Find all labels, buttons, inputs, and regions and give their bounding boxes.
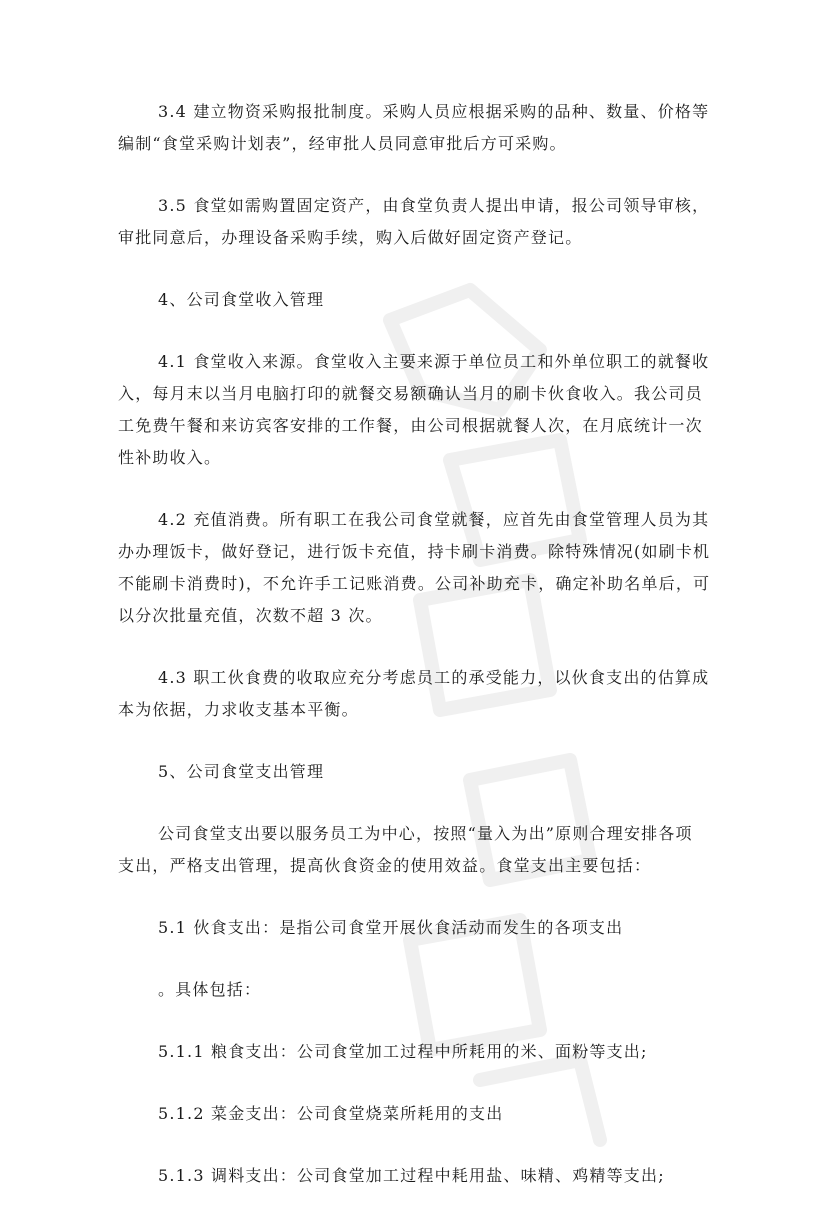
paragraph-line: 性补助收入。 <box>118 448 222 467</box>
paragraph-line: 。具体包括： <box>158 980 262 999</box>
paragraph-line: 3.4 建立物资采购报批制度。采购人员应根据采购的品种、数量、价格等 <box>158 102 710 121</box>
paragraph-line: 办办理饭卡，做好登记，进行饭卡充值，持卡刷卡消费。除特殊情况(如刷卡机 <box>118 542 711 561</box>
paragraph-line: 以分次批量充值，次数不超 3 次。 <box>118 606 383 625</box>
paragraph-p-4-2 <box>118 504 718 632</box>
paragraph-line: 4、公司食堂收入管理 <box>158 290 325 309</box>
paragraph-p-5-1-2 <box>118 1098 718 1130</box>
paragraph-p-4-1 <box>118 346 718 474</box>
paragraph-line: 公司食堂支出要以服务员工为中心，按照“量入为出”原则合理安排各项 <box>158 824 693 843</box>
paragraph-p-4-3 <box>118 662 718 726</box>
paragraph-line: 入，每月末以当月电脑打印的就餐交易额确认当月的刷卡伙食收入。我公司员 <box>118 384 703 403</box>
paragraph-line: 4.2 充值消费。所有职工在我公司食堂就餐，应首先由食堂管理人员为其 <box>158 510 710 529</box>
paragraph-p-5-1-1 <box>118 1036 718 1068</box>
paragraph-p-5-1-cont <box>118 974 718 1006</box>
paragraph-line: 5、公司食堂支出管理 <box>158 762 325 781</box>
paragraph-line: 5.1.3 调料支出：公司食堂加工过程中耗用盐、味精、鸡精等支出; <box>158 1166 665 1185</box>
paragraph-line: 支出，严格支出管理，提高伙食资金的使用效益。食堂支出主要包括： <box>118 856 652 875</box>
paragraph-p-3-4 <box>118 96 718 160</box>
paragraph-line: 审批同意后，办理设备采购手续，购入后做好固定资产登记。 <box>118 228 583 247</box>
paragraph-line: 编制“食堂采购计划表”，经审批人员同意审批后方可采购。 <box>118 134 567 153</box>
paragraph-line: 3.5 食堂如需购置固定资产，由食堂负责人提出申请，报公司领导审核， <box>158 196 710 215</box>
paragraph-h-5 <box>118 756 718 788</box>
paragraph-p-5-1 <box>118 912 718 944</box>
paragraph-p-5-1-3 <box>118 1160 718 1192</box>
paragraph-line: 5.1 伙食支出：是指公司食堂开展伙食活动而发生的各项支出 <box>158 918 624 937</box>
paragraph-line: 4.3 职工伙食费的收取应充分考虑员工的承受能力，以伙食支出的估算成 <box>158 668 710 687</box>
paragraph-line: 本为依据，力求收支基本平衡。 <box>118 700 359 719</box>
paragraph-line: 工免费午餐和来访宾客安排的工作餐，由公司根据就餐人次，在月底统计一次 <box>118 416 703 435</box>
paragraph-line: 4.1 食堂收入来源。食堂收入主要来源于单位员工和外单位职工的就餐收 <box>158 352 710 371</box>
paragraph-h-4 <box>118 284 718 316</box>
paragraph-line: 不能刷卡消费时)，不允许手工记账消费。公司补助充卡，确定补助名单后，可 <box>118 574 711 593</box>
paragraph-line: 5.1.1 粮食支出：公司食堂加工过程中所耗用的米、面粉等支出; <box>158 1042 648 1061</box>
paragraph-p-5-intro <box>118 818 718 882</box>
document-body <box>118 96 718 1222</box>
paragraph-p-3-5 <box>118 190 718 254</box>
paragraph-line: 5.1.2 菜金支出：公司食堂烧菜所耗用的支出 <box>158 1104 504 1123</box>
